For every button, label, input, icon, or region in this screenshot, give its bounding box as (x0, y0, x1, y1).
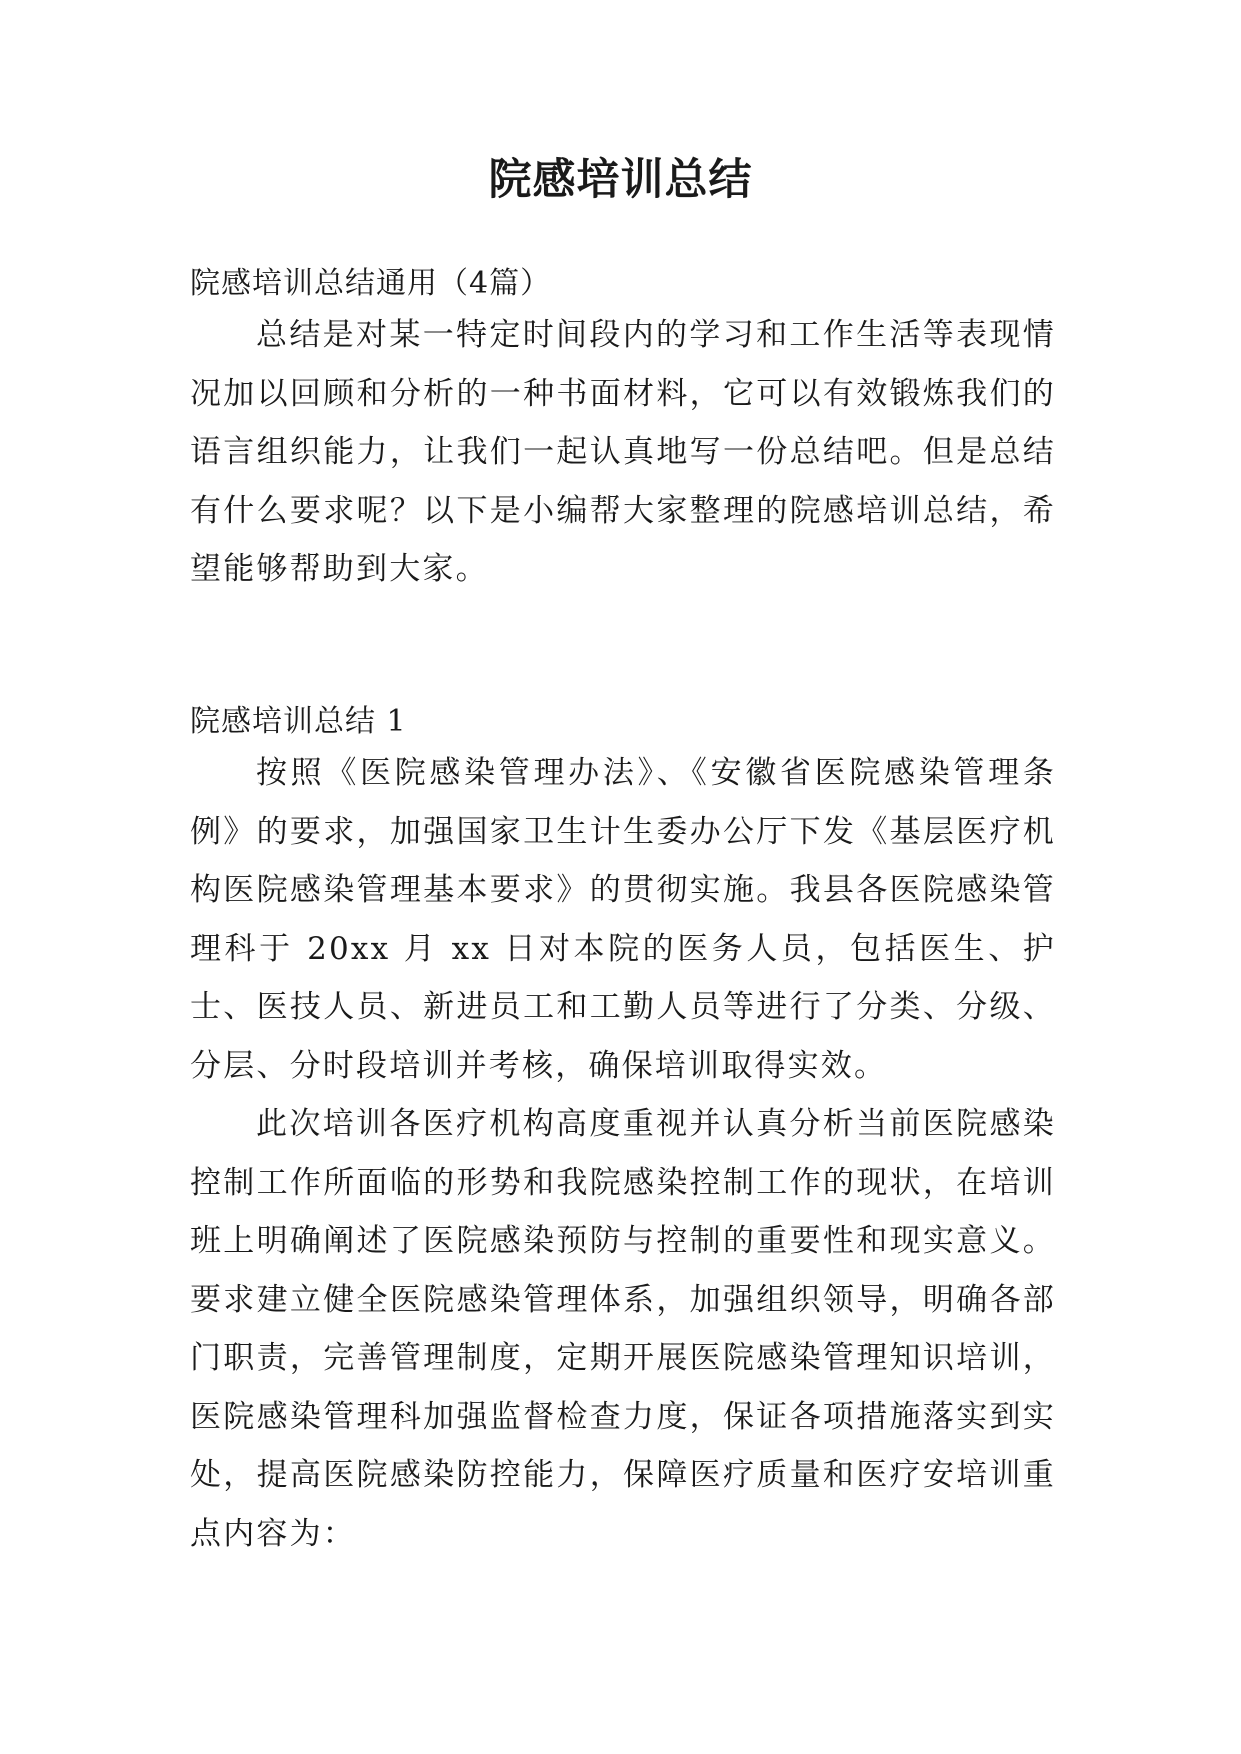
section-1-heading: 院感培训总结 1 (190, 704, 407, 739)
section-1-paragraph-1: 按照《医院感染管理办法》、《安徽省医院感染管理条例》的要求，加强国家卫生计生委办公厅下发《基层医疗机构医院感染管理基本要求》的贯彻实施。我县各医院感染管理科于 20xx 月 xx 日对本院的医务人员，包括医生、护士、医技人员、新进员工和工勤人员等进行了分类、分级、分层、分时段培训并考核，确保培训取得实效。 (190, 755, 1056, 1084)
document-subtitle: 院感培训总结通用（4篇） (190, 266, 552, 301)
intro-paragraph: 总结是对某一特定时间段内的学习和工作生活等表现情况加以回顾和分析的一种书面材料，它可以有效锻炼我们的语言组织能力，让我们一起认真地写一份总结吧。但是总结有什么要求呢？以下是小编帮大家整理的院感培训总结，希望能够帮助到大家。 (190, 317, 1056, 587)
document-title: 院感培训总结 (488, 155, 753, 205)
section-1-paragraph-2: 此次培训各医疗机构高度重视并认真分析当前医院感染控制工作所面临的形势和我院感染控制工作的现状，在培训班上明确阐述了医院感染预防与控制的重要性和现实意义。要求建立健全医院感染管理体系，加强组织领导，明确各部门职责，完善管理制度，定期开展医院感染管理知识培训，医院感染管理科加强监督检查力度，保证各项措施落实到实处，提高医院感染防控能力，保障医疗质量和医疗安培训重点内容为： (190, 1106, 1056, 1552)
